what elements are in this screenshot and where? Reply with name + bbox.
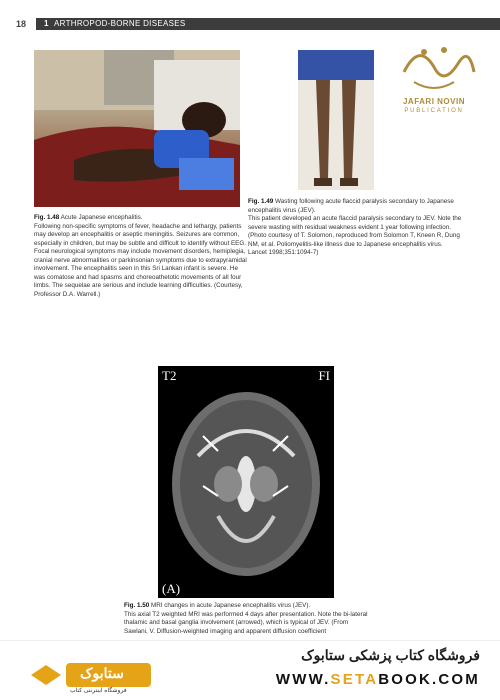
- section-number: 1: [44, 19, 49, 28]
- logo-sub-text: PUBLICATION: [404, 108, 464, 114]
- figure-title: Acute Japanese encephalitis.: [60, 214, 143, 221]
- store-name-fa: فروشگاه کتاب پزشکی ستابوک: [301, 647, 480, 663]
- figure-body: Following non-specific symptoms of fever, headache and lethargy, patients may develop an encephalitis or aseptic meningitis. Seizures are common, especially in children, but may be subtle and difficult to identify without EEG. Focal neurological symptoms may include movement disorders, hemiplegia, cranial nerve abnormalities or parkinsonian symptoms due to extrapyramidal involvement. The encephalitis seen in this Sri Lankan infant is severe. He was comatose and had spasms and choreoathetotic movements of all four limbs. The sequelae are serious and include learning difficulties. (Courtesy, Professor D.A. Warrell.): [34, 222, 247, 298]
- figure-body: This patient developed an acute flaccid paralysis secondary to JEV. Note the severe wasting with residual weakness evident 1 year following infection. (Photo courtesy of T. Solomon, reproduced from Solomon T, Kneen R, Dung NM, et al. Poliomyelitis-like illness due to Japanese encephalitis virus. Lancet 1998;351:1094-7): [248, 215, 462, 256]
- url-accent: SETA: [330, 671, 379, 688]
- logo-sub-fa: فروشگاه اینترنتی کتاب: [70, 688, 127, 694]
- figure-label: Fig. 1.48: [34, 214, 60, 221]
- photo-infant-encephalitis: [34, 50, 240, 207]
- url-suffix: BOOK.COM: [378, 671, 480, 688]
- figure-body: This axial T2 weighted MRI was performed 4 days after presentation. Note the bi-lateral thalamic and basal ganglia involvement (arrowed), which is typical of JEV. (From Sawlani, V. Diffusion-weighted imaging and apparent diffusion coefficient: [124, 610, 368, 635]
- caption-fig-1-50: [124, 602, 370, 636]
- figure-label: Fig. 1.50: [124, 602, 150, 609]
- caption-fig-1-49: [248, 198, 463, 258]
- mri-axial-image: [158, 366, 334, 598]
- logo-brand-text: JAFARI NOVIN: [402, 97, 465, 106]
- section-title: ARTHROPOD-BORNE DISEASES: [54, 19, 186, 28]
- photo-wasted-legs: [298, 50, 374, 190]
- figure-label: Fig. 1.49: [248, 198, 274, 205]
- mri-label-t2: T2: [162, 368, 177, 383]
- caption-fig-1-48: [34, 214, 249, 299]
- page-header: [0, 0, 500, 30]
- figure-title: MRI changes in acute Japanese encephalitis virus (JEV).: [150, 602, 311, 609]
- page-footer: [0, 640, 500, 700]
- logo-text-fa: ستابوک: [80, 665, 124, 681]
- page-number: 18: [16, 19, 27, 29]
- url-prefix: WWW.: [275, 671, 331, 688]
- figure-title: Wasting following acute flaccid paralysis secondary to Japanese encephalitis virus (JEV).: [248, 198, 454, 214]
- store-url[interactable]: [276, 671, 480, 688]
- mri-label-fi: FI: [318, 368, 330, 383]
- mri-label-a: (A): [162, 581, 181, 596]
- setabook-logo: [26, 655, 156, 695]
